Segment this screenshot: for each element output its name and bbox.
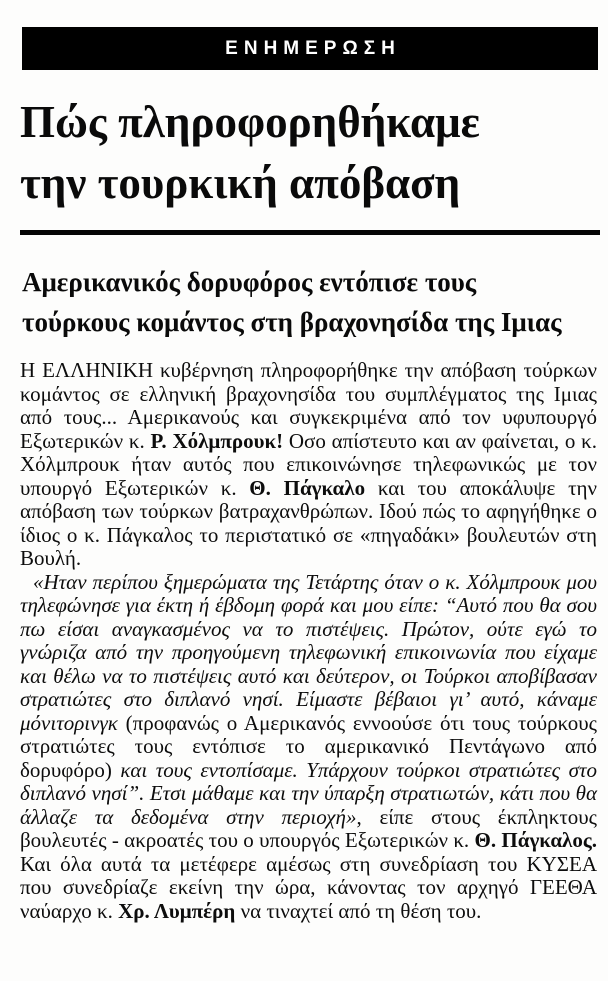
paragraph-quote [20, 571, 597, 924]
text-run-bold: Ρ. Χόλμπρουκ! [150, 428, 284, 453]
text-run-regular: Και όλα αυτά τα μετέφερε αμέσως στη συνεδρίαση του ΚΥΣΕΑ που συνεδρίαζε εκείνη την ώρα, κάνοντας τον αρχηγό ΓΕΕΘΑ ναύαρχο κ. [20, 851, 597, 923]
article-subheadline [22, 262, 600, 342]
text-run-italic: «Ηταν περίπου ξημερώματα της Τετάρτης όταν ο κ. Χόλμπρουκ μου τηλεφώνησε για έκτη ή έβδομη φορά και μου είπε: “Αυτό που θα σου πω είσαι αναγκασμένος να το πιστέψεις. Πρώτον, ούτε εγώ το γνώριζα από την προηγούμενη τηλεφωνική επικοινωνία που είχαμε και θέλω να το πιστέψεις αυτό και δεύτερον, οι Τούρκοι αποβίβασαν στρατιώτες στο διπλανό νησί. Είμαστε βέβαιοι γι’ αυτό, κάναμε μόνιτορινγκ [20, 569, 597, 735]
article-body [20, 359, 597, 923]
headline-line-2: την τουρκική απόβαση [20, 158, 461, 208]
text-run-italic: και τους εντοπίσαμε. Υπάρχουν τούρκοι στρατιώτες στο διπλανό νησί”. Ετσι μάθαμε και την ύπαρξη στρατιωτών, κάτι που θα άλλαζε τα δεδομένα στην περιοχή» [20, 757, 597, 829]
headline-line-1: Πώς πληροφορηθήκαμε [20, 97, 480, 147]
headline-divider-rule [20, 230, 600, 235]
text-run-regular: και του αποκάλυψε την απόβαση των τούρκων βατραχανθρώπων. Ιδού πώς το αφηγήθηκε ο ίδιος ο κ. Πάγκαλος το περιστατικό σε «πηγαδάκι» βουλευτών στη Βουλή. [20, 475, 597, 570]
paragraph-lead [20, 359, 597, 571]
article-headline [20, 92, 600, 214]
newspaper-clipping [0, 27, 608, 981]
text-run-regular: να τιναχτεί από τη θέση του. [235, 898, 482, 923]
text-run-bold: Θ. Πάγκαλο [249, 475, 366, 500]
section-banner [22, 27, 598, 70]
text-run-regular: (προφανώς ο Αμερικανός εννοούσε ότι τους τούρκους στρατιώτες τους εντόπισε το αμερικανικό Πεντάγωνο από δορυφόρο) [20, 710, 597, 782]
text-run-bold: Χρ. Λυμπέρη [118, 898, 236, 923]
subheadline-line-1: Αμερικανικός δορυφόρος εντόπισε τους [22, 267, 477, 297]
section-banner-label: ΕΝΗΜΕΡΩΣΗ [225, 37, 401, 59]
subheadline-line-2: τούρκους κομάντος στη βραχονησίδα της Ιμιας [22, 307, 562, 337]
text-run-bold: Θ. Πάγκαλος. [474, 828, 597, 852]
text-run-regular: Οσο απίστευτο και αν φαίνεται, ο κ. Χόλμπρουκ ήταν αυτός που επικοινώνησε τηλεφωνικώς με τον υπουργό Εξωτερικών κ. [20, 428, 597, 500]
text-run-regular: , είπε στους έκπληκτους βουλευτές - ακροατές του ο υπουργός Εξωτερικών κ. [20, 804, 597, 852]
text-run-regular: Η ΕΛΛΗΝΙΚΗ κυβέρνηση πληροφορήθηκε την απόβαση τούρκων κομάντος σε ελληνική βραχονησίδα του συμπλέγματος της Ιμιας από τους... Αμερικανούς και συγκεκριμένα από τον υφυπουργό Εξωτερικών κ. [20, 358, 597, 453]
